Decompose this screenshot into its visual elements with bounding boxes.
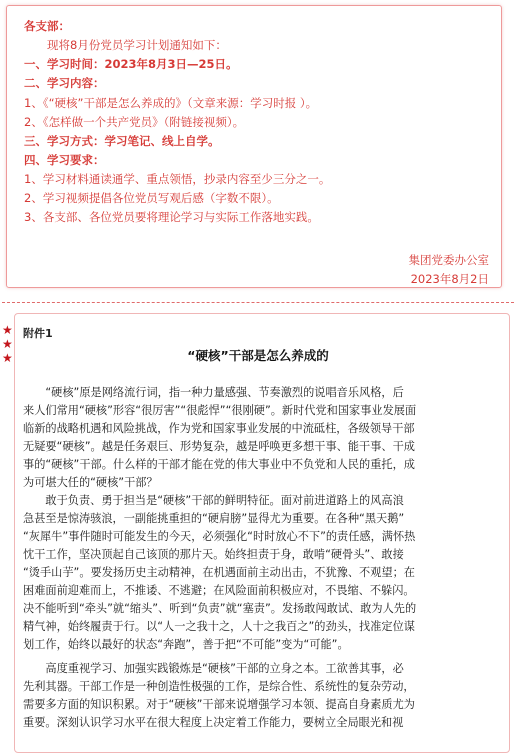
article-line: 困难面前迎难而上，不推诿、不逃避；在风险面前积极应对，不畏缩、不躲闪。 — [23, 584, 415, 597]
notice-date: 2023年8月2日 — [410, 272, 489, 286]
notice-salutation: 各支部： — [24, 19, 70, 33]
section-divider — [2, 302, 514, 303]
star-icon: ★ — [2, 323, 13, 337]
star-icon: ★ — [2, 351, 13, 365]
article-line: 划工作，始终以最好的状态“奔跑”，善于把“不可能”变为“可能”。 — [23, 638, 349, 651]
requirement-item: 3、各支部、各位党员要将理论学习与实际工作落地实践。 — [24, 210, 319, 224]
section-study-time: 一、学习时间：2023年8月3日—25日。 — [24, 57, 238, 71]
article-line: 高度重视学习、加强实践锻炼是“硬核”干部的立身之本。工欲善其事，必 — [23, 662, 404, 675]
article-line: “灰犀牛”事件随时可能发生的今天，必须强化“时时放心不下”的责任感，满怀热 — [23, 530, 416, 543]
requirement-item: 2、学习视频提倡各位党员写观后感（字数不限）。 — [24, 191, 279, 205]
article-line: 事的“硬核”干部。什么样的干部才能在党的伟大事业中不负党和人民的重托，成 — [23, 458, 415, 471]
attachment-label: 附件1 — [23, 327, 53, 340]
star-icon: ★ — [2, 337, 13, 351]
article-line: 精气神，始终履责于行。以“人一之我十之，人十之我百之”的劲头，找准定位谋 — [23, 620, 415, 633]
article-line: 为可堪大任的“硬核”干部？ — [23, 476, 158, 489]
article-line: 忱干工作，坚决顶起自己该顶的那片天。始终担责于身，敢啃“硬骨头”、敢接 — [23, 548, 404, 561]
notice-card — [6, 5, 502, 288]
article-line: 临新的战略机遇和风险挑战，作为党和国家事业发展的中流砥柱，各级领导干部 — [23, 422, 415, 435]
section-study-requirements: 四、学习要求： — [24, 153, 105, 167]
article-line: “烫手山芋”。要发扬历史主动精神，在机遇面前主动出击，不犹豫、不观望；在 — [23, 566, 415, 579]
notice-intro: 现将8月份党员学习计划通知如下： — [47, 38, 227, 52]
requirement-item: 1、学习材料通读通学、重点领悟，抄录内容至少三分之一。 — [24, 172, 331, 186]
article-line: “硬核”原是网络流行词，指一种力量感强、节奏激烈的说唱音乐风格，后 — [23, 386, 404, 399]
content-item: 1、《“硬核”干部是怎么养成的》（文章来源：学习时报 ）。 — [24, 96, 318, 110]
content-item: 2、《怎样做一个共产党员》（附链接视频）。 — [24, 115, 245, 129]
article-title: “硬核”干部是怎么养成的 — [187, 348, 329, 363]
notice-signature: 集团党委办公室 — [408, 253, 489, 267]
article-line: 决不能听到“牵头”就“缩头”、听到“负责”就“塞责”。发扬敢闯敢试、敢为人先的 — [23, 602, 417, 615]
article-line: 来人们常用“硬核”形容“很厉害”“很彪悍”“很刚硬”。新时代党和国家事业发展面 — [23, 404, 417, 417]
article-line: 需要多方面的知识积累。对于“硬核”干部来说增强学习本领、提高自身素质尤为 — [23, 698, 415, 711]
article-line: 先利其器。干部工作是一种创造性极强的工作，是综合性、系统性的复杂劳动， — [23, 680, 415, 693]
article-line: 急甚至是惊涛骇浪，一副能挑重担的“硬肩膀”显得尤为重要。在各种“黑天鹅” — [23, 512, 405, 525]
article-line: 重要。深刻认识学习水平在很大程度上决定着工作能力，要树立全局眼光和视 — [23, 716, 404, 729]
section-study-content: 二、学习内容： — [24, 76, 105, 90]
article-line: 敢于负责、勇于担当是“硬核”干部的鲜明特征。面对前进道路上的风高浪 — [23, 494, 404, 507]
section-study-method: 三、学习方式：学习笔记、线上自学。 — [24, 134, 220, 148]
article-line: 无疑要“硬核”。越是任务艰巨、形势复杂，越是呼唤更多想干事、能干事、干成 — [23, 440, 415, 453]
